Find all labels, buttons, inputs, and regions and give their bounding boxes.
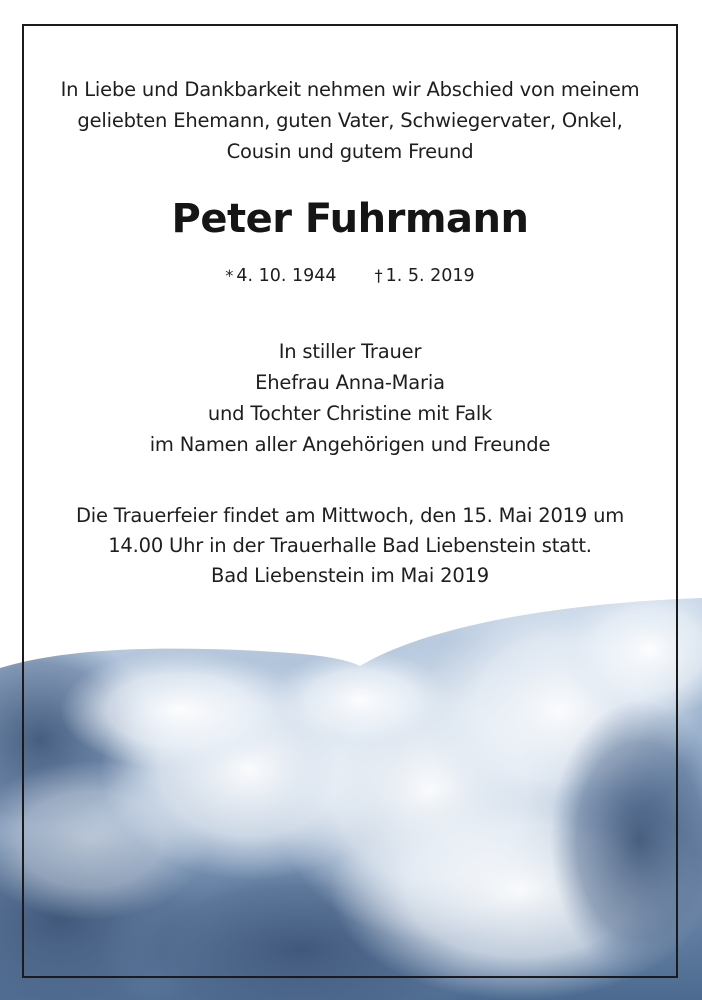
death-date: 1. 5. 2019 [385,266,475,286]
mourners-text [30,336,670,460]
intro-text [30,74,670,167]
ceremony-line: 14.00 Uhr in der Trauerhalle Bad Liebenstein statt. [108,534,592,557]
birth-date: 4. 10. 1944 [236,266,337,286]
death-date-group [375,266,475,286]
mourners-line: Ehefrau Anna-Maria [255,371,445,394]
mourners-line: und Tochter Christine mit Falk [207,402,493,425]
ceremony-text [30,501,670,591]
death-cross-icon: † [374,266,383,285]
mourners-line: In stiller Trauer [278,340,422,363]
deceased-name: Peter Fuhrmann [171,196,529,242]
intro-line: In Liebe und Dankbarkeit nehmen wir Abschied von meinem [60,78,640,101]
birth-star-icon: * [225,266,234,285]
life-dates [30,266,670,286]
ceremony-line: Die Trauerfeier findet am Mittwoch, den 15. Mai 2019 um [75,504,625,527]
cloud-sky-image [0,590,702,1000]
intro-line: geliebten Ehemann, guten Vater, Schwiegervater, Onkel, [77,109,623,132]
intro-line: Cousin und gutem Freund [226,140,474,163]
birth-date-group [225,266,336,286]
mourners-line: im Namen aller Angehörigen und Freunde [149,433,551,456]
ceremony-line: Bad Liebenstein im Mai 2019 [211,564,489,587]
